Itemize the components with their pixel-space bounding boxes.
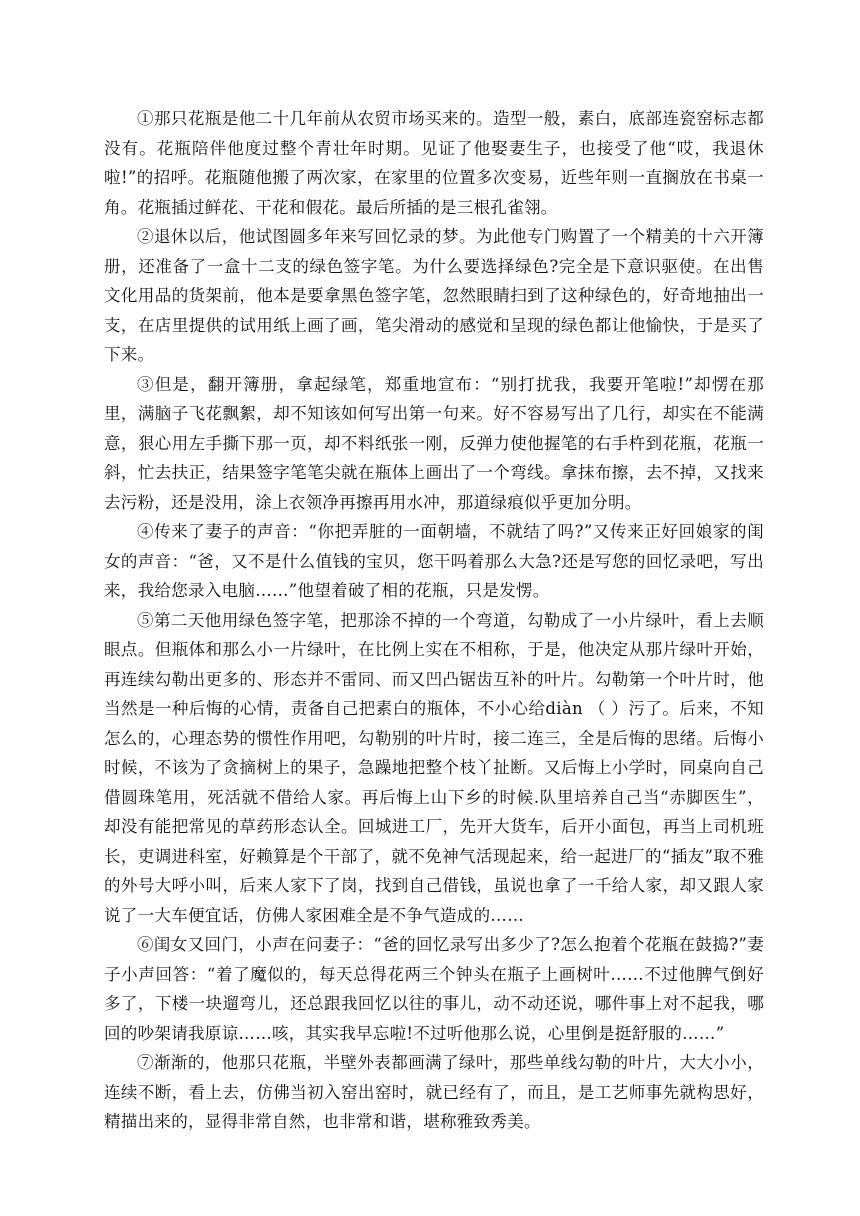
document-page <box>104 104 764 1137</box>
paragraph-4: ④传来了妻子的声音：“你把弄脏的一面朝墙，不就结了吗?”又传来正好回娘家的闺女的声音：“爸，又不是什么值钱的宝贝，您干吗着那么大急?还是写您的回忆录吧，写出来，我给您录入电脑……”他望着破了相的花瓶，只是发愣。 <box>104 522 764 600</box>
paragraph-1: ①那只花瓶是他二十几年前从农贸市场买来的。造型一般，素白，底部连瓷窑标志都没有。花瓶陪伴他度过整个青壮年时期。见证了他娶妻生子，也接受了他“哎，我退休啦!”的招呼。花瓶随他搬了两次家，在家里的位置多次变易，近些年则一直搁放在书桌一角。花瓶插过鲜花、干花和假花。最后所插的是三根孔雀翎。 <box>104 109 764 217</box>
paragraph-2: ②退休以后，他试图圆多年来写回忆录的梦。为此他专门购置了一个精美的十六开簿册，还准备了一盒十二支的绿色签字笔。为什么要选择绿色?完全是下意识驱使。在出售文化用品的货架前，他本是要拿黑色签字笔，忽然眼睛扫到了这种绿色的，好奇地抽出一支，在店里提供的试用纸上画了画，笔尖滑动的感觉和呈现的绿色都让他愉快，于是买了下来。 <box>104 227 764 364</box>
paragraph-7: ⑦渐渐的，他那只花瓶，半壁外表都画满了绿叶，那些单线勾勒的叶片，大大小小，连续不断，看上去，仿佛当初入窑出窑时，就已经有了，而且，是工艺师事先就构思好，精描出来的，显得非常自然，也非常和谐，堪称雅致秀美。 <box>104 1053 764 1131</box>
paragraph-5: ⑤第二天他用绿色签字笔，把那涂不掉的一个弯道，勾勒成了一小片绿叶，看上去顺眼点。但瓶体和那么小一片绿叶，在比例上实在不相称，于是，他决定从那片绿叶开始，再连续勾勒出更多的、形态并不雷同、而又凹凸锯齿互补的叶片。勾勒第一个叶片时，他当然是一种后悔的心情，责备自己把素白的瓶体，不小心给diàn （ ）污了。后来，不知怎么的，心理态势的惯性作用吧，勾勒别的叶片时，接二连三，全是后悔的思绪。后悔小时候，不该为了贪摘树上的果子，急躁地把整个枝丫扯断。又后悔上小学时，同桌向自己借圆珠笔用，死活就不借给人家。再后悔上山下乡的时候.队里培养自己当“赤脚医生”，却没有能把常见的草药形态认全。回城进工厂，先开大货车，后开小面包，再当上司机班长，吏调进科室，好赖算是个干部了，就不免神气活现起来，给一起进厂的“插友”取不雅的外号大呼小叫，后来人家下了岗，找到自己借钱，虽说也拿了一千给人家，却又跟人家说了一大车便宜话，仿佛人家困难全是不争气造成的…… <box>104 610 764 925</box>
paragraph-3: ③但是，翻开簿册，拿起绿笔，郑重地宣布：“别打扰我，我要开笔啦!”却愣在那里，满脑子飞花飘絮，却不知该如何写出第一句来。好不容易写出了几行，却实在不能满意，狠心用左手撕下那一页，却不料纸张一刚，反弹力使他握笔的右手杵到花瓶，花瓶一斜，忙去扶正，结果签字笔笔尖就在瓶体上画出了一个弯线。拿抹布擦，去不掉，又找来去污粉，还是没用，涂上衣领净再擦再用水冲，那道绿痕似乎更加分明。 <box>104 374 764 512</box>
paragraph-6: ⑥闺女又回门，小声在问妻子：“爸的回忆录写出多少了?怎么抱着个花瓶在鼓捣?”妻子小声回答：“着了魔似的，每天总得花两三个钟头在瓶子上画树叶……不过他脾气倒好多了，下楼一块遛弯儿，还总跟我回忆以往的事儿，动不动还说，哪件事上对不起我，哪回的吵架请我原谅……咳，其实我早忘啦!不过听他那么说，心里倒是挺舒服的……” <box>104 935 764 1043</box>
